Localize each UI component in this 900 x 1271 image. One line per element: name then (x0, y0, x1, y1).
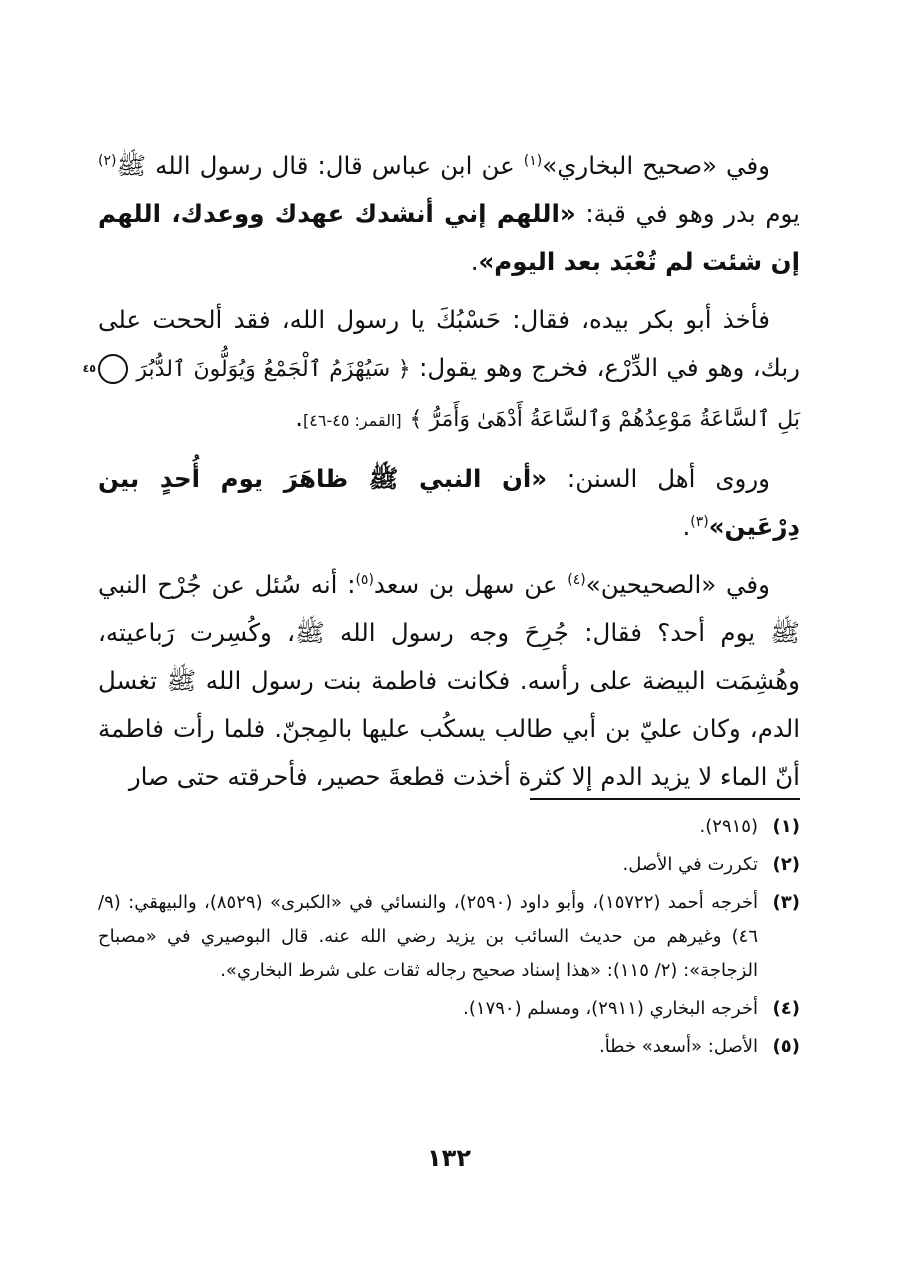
p4-text-c: : أنه سُئل عن جُرْح النبي ﷺ يوم أحد؟ فقال: جُرِحَ وجه رسول الله ﷺ، وكُسِرت رَباعيته، وهُشِمَت البيضة على رأسه. فكانت فاطمة بنت رسول الله ﷺ تغسل الدم، وكان عليّ بن أبي طالب يسكُب عليها بالمِجنّ. فلما رأت فاطمة أنّ الماء لا يزيد الدم إلا كثرة أخذت قطعةَ حصير، فأحرقته حتى صار (98, 570, 800, 791)
footnote-number: (٥) (772, 1036, 800, 1057)
main-text (82, 142, 800, 801)
p1-text-a: وفي «صحيح البخاري» (542, 151, 770, 180)
footnote-number: (٢) (772, 854, 800, 875)
footnote-number: (١) (772, 816, 800, 837)
p4-text-b: عن سهل بن سعد (373, 570, 568, 599)
footnote-divider (530, 798, 800, 800)
p1-text-b: عن ابن عباس قال: قال رسول الله ﷺ (116, 151, 524, 180)
footnote-text: أخرجه البخاري (٢٩١١)، ومسلم (١٧٩٠). (463, 998, 758, 1019)
footnote-number: (٣) (772, 892, 800, 913)
p3-hadith-quote: «أن النبي ﷺ ظاهَرَ يوم أُحدٍ بين دِرْعَين» (98, 464, 800, 541)
page-number: ١٣٢ (427, 1144, 471, 1172)
footnote-ref-1[interactable]: (١) (523, 152, 543, 169)
footnote-text: أخرجه أحمد (١٥٧٢٢)، وأبو داود (٢٥٩٠)، والنسائي في «الكبرى» (٨٥٢٩)، والبيهقي: (٩/ ٤٦) وغيرهم من حديث السائب بن يزيد رضي الله عنه. قال البوصيري في «مصباح الزجاجة»: (٢/ ١١٥): «هذا إسناد صحيح رجاله ثقات على شرط البخاري». (98, 892, 758, 981)
footnote-text: الأصل: «أسعد» خطأ. (598, 1036, 758, 1057)
verse-end-marker: ٤٥ (98, 354, 128, 384)
footnote-item (98, 992, 800, 1026)
p1-text-c: يوم بدر وهو في قبة: (575, 199, 800, 228)
footnote-text: (٢٩١٥). (699, 816, 758, 837)
footnote-item (98, 848, 800, 882)
p4-text-a: وفي «الصحيحين» (585, 570, 770, 599)
footnotes (98, 810, 800, 1068)
footnote-item (98, 886, 800, 988)
footnote-number: (٤) (772, 998, 800, 1019)
p2-text-a: فأخذ أبو بكر بيده، فقال: حَسْبُكَ يا رسول الله، فقد ألححت على ربك، وهو في الدِّرْع، فخرج وهو يقول: (98, 305, 800, 382)
p3-end: . (682, 512, 691, 541)
p3-text-a: وروى أهل السنن: (547, 464, 770, 493)
footnote-item (98, 810, 800, 844)
footnote-ref-3[interactable]: (٣) (690, 513, 709, 530)
footnote-ref-2[interactable]: (٢) (98, 152, 117, 169)
p2-citation: [القمر: ٤٥-٤٦] (303, 411, 402, 430)
footnote-ref-4[interactable]: (٤) (567, 571, 586, 588)
book-page (82, 142, 800, 1202)
paragraph-1 (98, 142, 800, 286)
footnote-ref-5[interactable]: (٥) (355, 571, 374, 588)
footnote-text: تكررت في الأصل. (622, 854, 758, 875)
paragraph-3 (98, 455, 800, 551)
p1-text-d: . (470, 247, 479, 276)
p2-end: . (295, 403, 304, 432)
paragraph-2 (82, 296, 800, 445)
p1-hadith-quote: «اللهم إني أنشدك عهدك ووعدك، اللهم إن شئت لم تُعْبَد بعد اليوم» (98, 199, 800, 276)
paragraph-4 (98, 561, 800, 801)
footnote-item (98, 1030, 800, 1064)
p2-verse-1: ﴿ سَيُهْزَمُ ٱلْجَمْعُ وَيُوَلُّونَ ٱلدُّبُرَ (136, 357, 411, 382)
p2-verse-2: بَلِ ٱلسَّاعَةُ مَوْعِدُهُمْ وَٱلسَّاعَةُ أَدْهَىٰ وَأَمَرُّ ﴾ (409, 407, 800, 432)
